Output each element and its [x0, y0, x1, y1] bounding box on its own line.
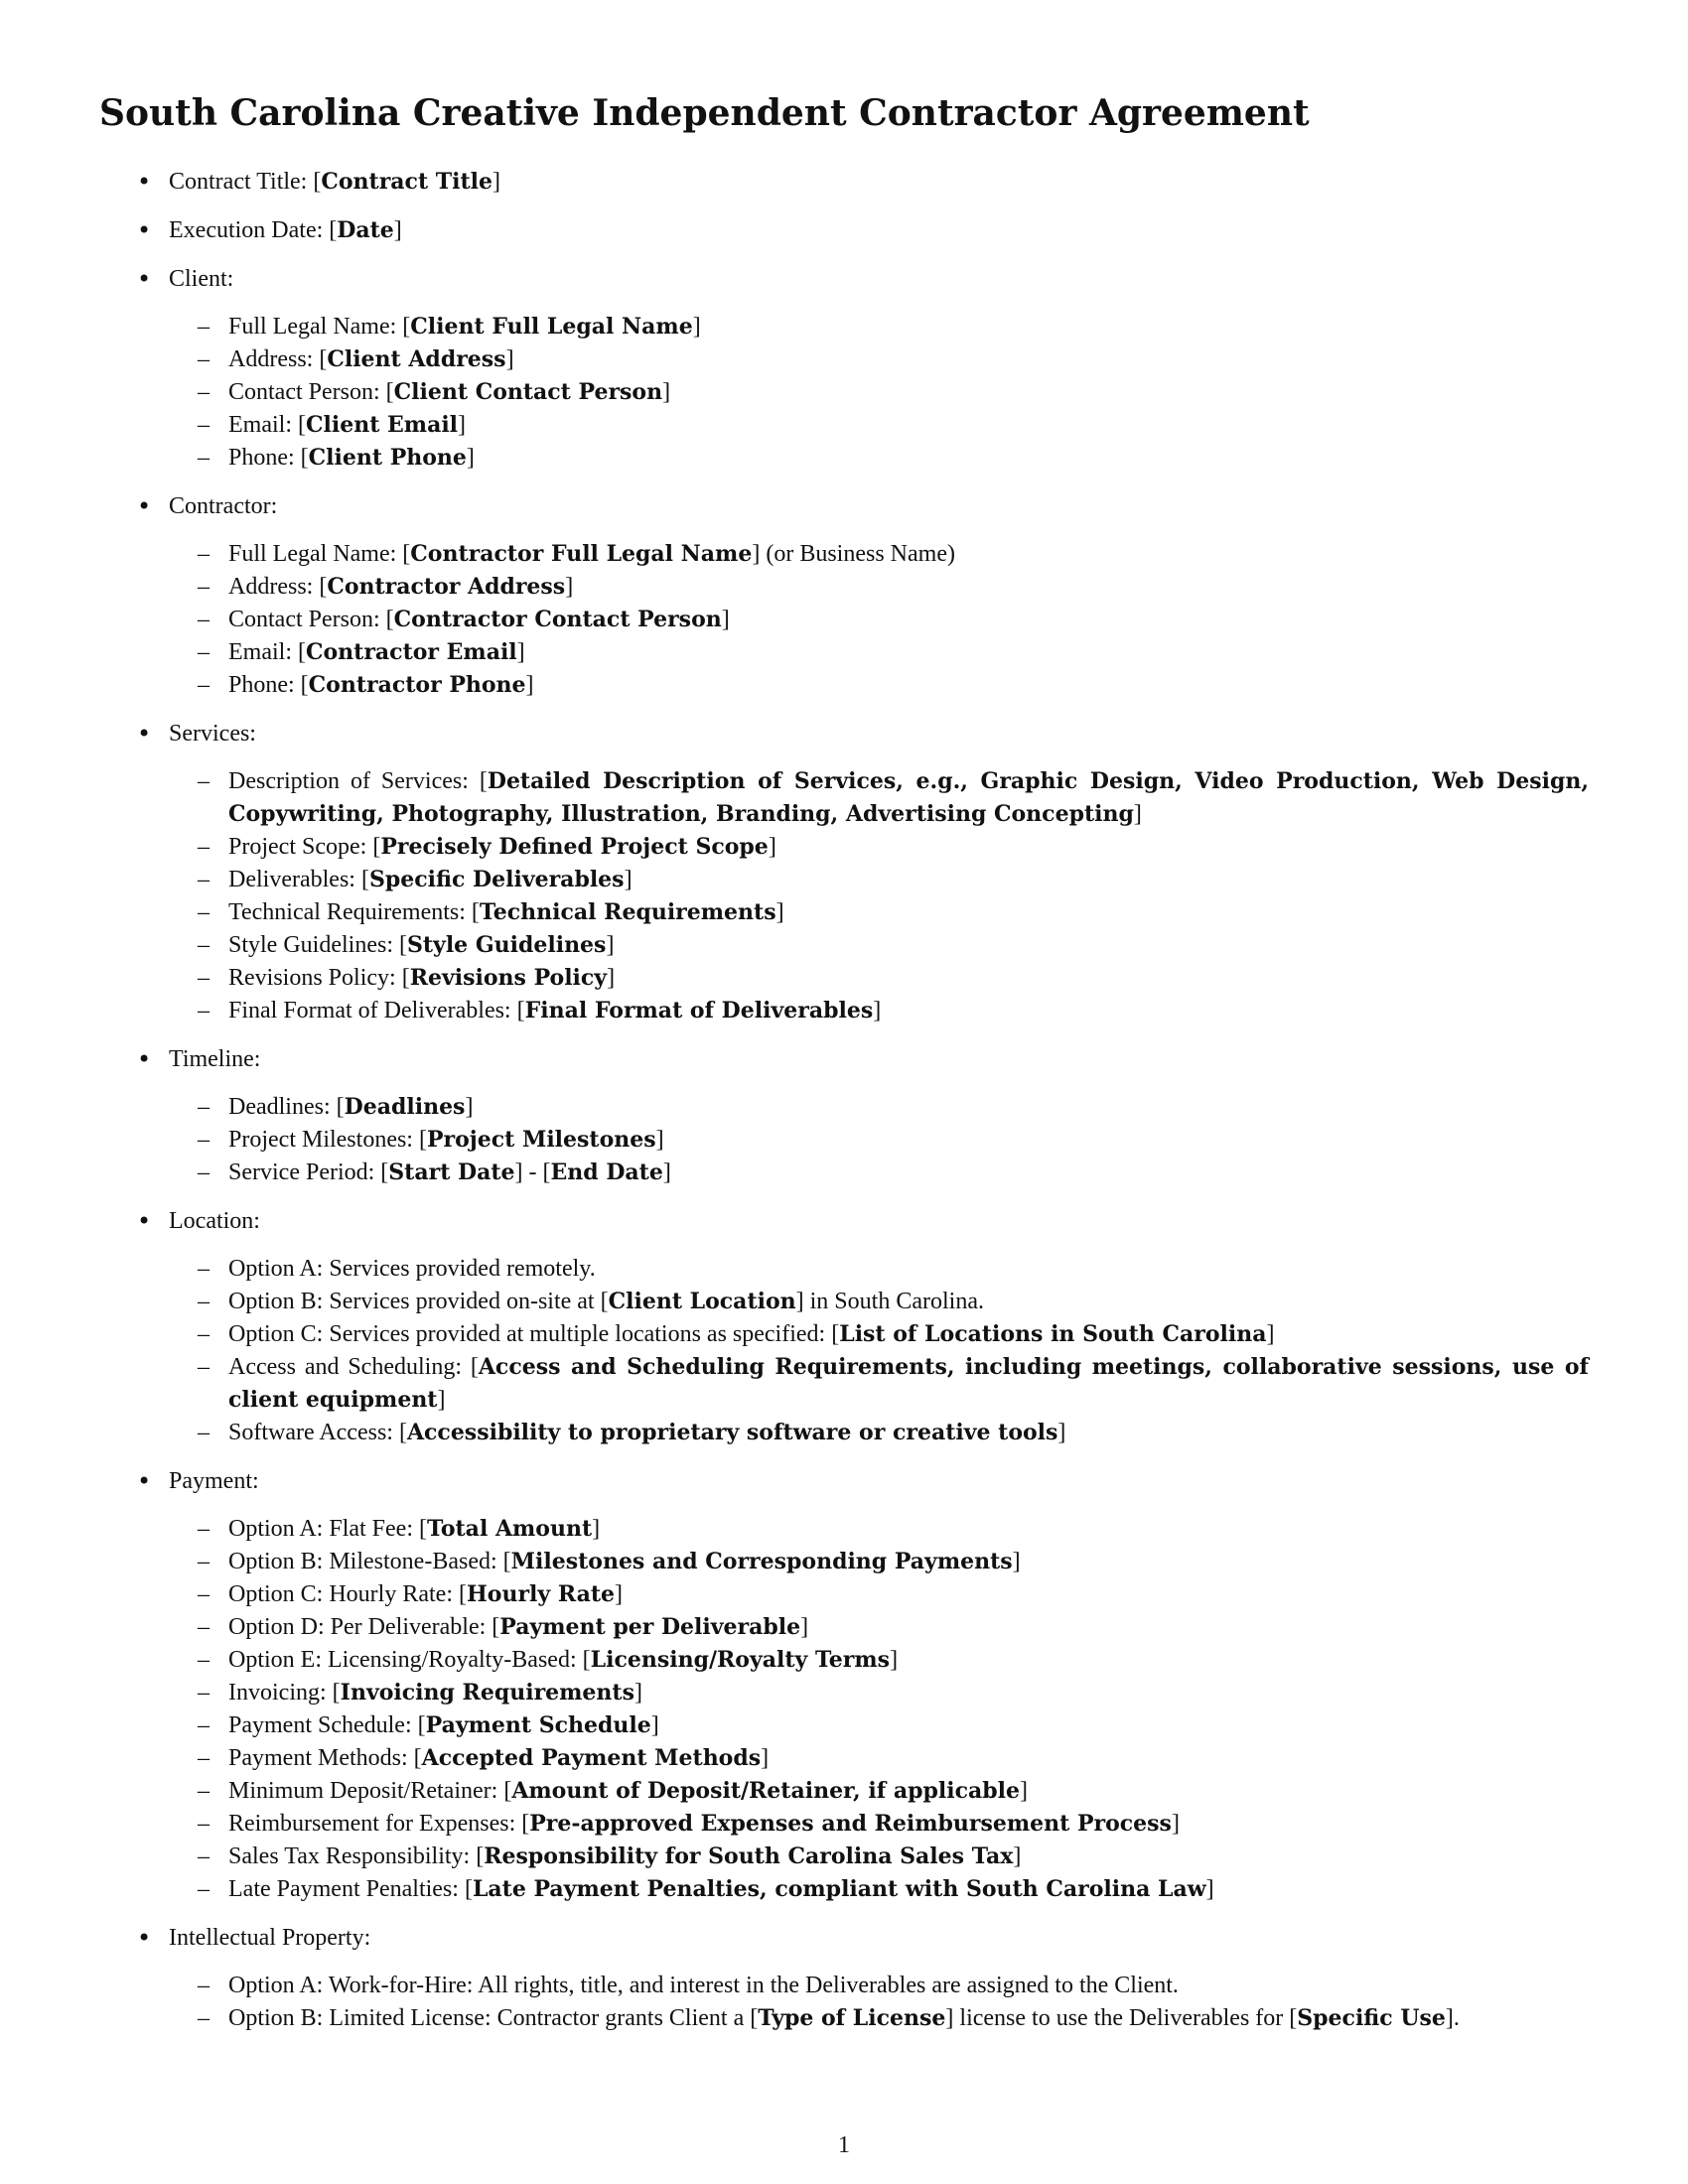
- subitem: – Access and Scheduling: [Access and Scheduling Requirements, including meetings, collaborative sessions, use of client equipment]: [169, 1351, 1589, 1417]
- placeholder-field: Contract Title: [321, 169, 493, 195]
- subitem-text: Email:: [228, 639, 298, 665]
- subitem-text: Option A: Work-for-Hire: All rights, title, and interest in the Deliverables are assigned to the Client.: [228, 1973, 1179, 1998]
- subitem-text: (or Business Name): [760, 541, 955, 567]
- subitem-text: Late Payment Penalties:: [228, 1876, 465, 1902]
- placeholder-field: Client Email: [305, 412, 459, 438]
- section-heading: [169, 1204, 1589, 1238]
- subitem-text: Service Period:: [228, 1160, 381, 1185]
- subitem: – Full Legal Name: [Client Full Legal Name]: [169, 311, 1589, 343]
- section-heading: [169, 1464, 1589, 1498]
- section-item: [99, 1204, 1589, 1449]
- subitem-text: Reimbursement for Expenses:: [228, 1811, 522, 1837]
- subitem: – Sales Tax Responsibility: [Responsibility for South Carolina Sales Tax]: [169, 1841, 1589, 1873]
- section-heading: • Execution Date: [Date]: [169, 217, 402, 243]
- subitem: – Invoicing: [Invoicing Requirements]: [169, 1677, 1589, 1709]
- subitem-text: Full Legal Name:: [228, 541, 403, 567]
- subitem: – Deadlines: [Deadlines]: [169, 1091, 1589, 1124]
- placeholder-field: Amount of Deposit/Retainer, if applicable: [511, 1778, 1020, 1804]
- subitem: – Software Access: [Accessibility to proprietary software or creative tools]: [169, 1417, 1589, 1449]
- subitem: – Project Scope: [Precisely Defined Project Scope]: [169, 831, 1589, 864]
- section-heading: [169, 1042, 1589, 1076]
- subitem-text: Project Scope:: [228, 834, 373, 860]
- subitem-list: [169, 1513, 1589, 1906]
- section-item: [99, 213, 1589, 247]
- section-item: [99, 1464, 1589, 1906]
- section-label: Client:: [169, 266, 234, 292]
- section-item: [99, 489, 1589, 702]
- subitem-text: Option B: Limited License: Contractor grants Client a: [228, 2005, 751, 2031]
- subitem-list: [169, 1970, 1589, 2035]
- subitem-text: Address:: [228, 574, 320, 600]
- subitem-text: Option E: Licensing/Royalty-Based:: [228, 1647, 583, 1673]
- placeholder-field: Client Address: [327, 346, 506, 372]
- subitem-list: [169, 765, 1589, 1027]
- subitem-text: Minimum Deposit/Retainer:: [228, 1778, 504, 1804]
- subitem-text: Technical Requirements:: [228, 899, 472, 925]
- subitem: – Service Period: [Start Date] - [End Date]: [169, 1157, 1589, 1189]
- section-label: Timeline:: [169, 1046, 261, 1072]
- section-list: [99, 165, 1589, 2035]
- section-label: Intellectual Property:: [169, 1925, 371, 1951]
- placeholder-field: Accepted Payment Methods: [421, 1745, 762, 1771]
- subitem: – Final Format of Deliverables: [Final Format of Deliverables]: [169, 995, 1589, 1027]
- placeholder-field: Accessibility to proprietary software or creative tools: [406, 1420, 1058, 1445]
- subitem-text: Option A: Flat Fee:: [228, 1516, 419, 1542]
- subitem-text: Option B: Services provided on-site at: [228, 1289, 601, 1314]
- subitem: – Address: [Client Address]: [169, 343, 1589, 376]
- subitem-text: Description of Services:: [228, 768, 480, 794]
- subitem: [169, 1970, 1589, 2002]
- section-label: Payment:: [169, 1468, 259, 1494]
- subitem-text: Payment Schedule:: [228, 1712, 418, 1738]
- section-label: Services:: [169, 721, 256, 747]
- subitem: – Deliverables: [Specific Deliverables]: [169, 864, 1589, 896]
- placeholder-field: Technical Requirements: [479, 899, 776, 925]
- placeholder-field: List of Locations in South Carolina: [839, 1321, 1267, 1347]
- placeholder-field: Specific Use: [1297, 2005, 1446, 2031]
- section-label: Location:: [169, 1208, 260, 1234]
- placeholder-field: Client Location: [608, 1289, 796, 1314]
- placeholder-field: Deadlines: [344, 1094, 466, 1120]
- subitem-text: -: [522, 1160, 543, 1185]
- placeholder-field: Late Payment Penalties, compliant with South Carolina Law: [472, 1876, 1206, 1902]
- subitem-text: Revisions Policy:: [228, 965, 402, 991]
- section-label: Contract Title:: [169, 169, 308, 195]
- subitem: – Contact Person: [Contractor Contact Person]: [169, 604, 1589, 636]
- subitem: – Option E: Licensing/Royalty-Based: [Licensing/Royalty Terms]: [169, 1644, 1589, 1677]
- subitem-text: Deadlines:: [228, 1094, 337, 1120]
- placeholder-field: Hourly Rate: [466, 1581, 616, 1607]
- section-heading: [169, 1921, 1589, 1955]
- subitem: – Minimum Deposit/Retainer: [Amount of Deposit/Retainer, if applicable]: [169, 1775, 1589, 1808]
- placeholder-field: Detailed Description of Services, e.g., Graphic Design, Video Production, Web Design, Copywriting, Photography, Illustration, Branding, Advertising Concepting: [228, 768, 1589, 827]
- section-item: [99, 1921, 1589, 2035]
- subitem-list: [169, 1253, 1589, 1449]
- subitem: – Payment Schedule: [Payment Schedule]: [169, 1709, 1589, 1742]
- section-item: [99, 1042, 1589, 1189]
- subitem-text: Contact Person:: [228, 379, 386, 405]
- subitem: – Phone: [Client Phone]: [169, 442, 1589, 475]
- subitem: – Style Guidelines: [Style Guidelines]: [169, 929, 1589, 962]
- section-label: Contractor:: [169, 493, 278, 519]
- subitem: – Revisions Policy: [Revisions Policy]: [169, 962, 1589, 995]
- placeholder-field: Start Date: [388, 1160, 515, 1185]
- subitem: – Phone: [Contractor Phone]: [169, 669, 1589, 702]
- placeholder-field: Client Phone: [308, 445, 467, 471]
- subitem: – Email: [Contractor Email]: [169, 636, 1589, 669]
- placeholder-field: End Date: [550, 1160, 663, 1185]
- placeholder-field: Contractor Address: [327, 574, 566, 600]
- placeholder-field: Total Amount: [427, 1516, 593, 1542]
- subitem: – Option D: Per Deliverable: [Payment per Deliverable]: [169, 1611, 1589, 1644]
- section-item: [99, 262, 1589, 475]
- subitem-text: Email:: [228, 412, 298, 438]
- placeholder-field: Specific Deliverables: [368, 867, 625, 892]
- subitem: – Email: [Client Email]: [169, 409, 1589, 442]
- subitem-text: Address:: [228, 346, 320, 372]
- placeholder-field: Contractor Full Legal Name: [410, 541, 753, 567]
- subitem: – Option C: Hourly Rate: [Hourly Rate]: [169, 1578, 1589, 1611]
- subitem: – Option B: Milestone-Based: [Milestones and Corresponding Payments]: [169, 1546, 1589, 1578]
- subitem-list: [169, 538, 1589, 702]
- section-item: [99, 717, 1589, 1027]
- subitem-text: Option D: Per Deliverable:: [228, 1614, 492, 1640]
- section-heading: [169, 262, 1589, 296]
- placeholder-field: Project Milestones: [426, 1127, 656, 1153]
- placeholder-field: Access and Scheduling Requirements, including meetings, collaborative sessions, use of client equipment: [228, 1354, 1590, 1413]
- subitem: – Payment Methods: [Accepted Payment Methods]: [169, 1742, 1589, 1775]
- document-page: [99, 87, 1589, 2050]
- subitem-text: Phone:: [228, 672, 301, 698]
- placeholder-field: Contractor Email: [305, 639, 517, 665]
- subitem: – Option B: Services provided on-site at [Client Location] in South Carolina.: [169, 1286, 1589, 1318]
- document-title: South Carolina Creative Independent Contractor Agreement: [99, 92, 1310, 134]
- placeholder-field: Contractor Contact Person: [393, 607, 722, 632]
- subitem-text: license to use the Deliverables for: [953, 2005, 1290, 2031]
- placeholder-field: Responsibility for South Carolina Sales Tax: [484, 1843, 1014, 1869]
- placeholder-field: Final Format of Deliverables: [524, 998, 874, 1024]
- subitem-text: Full Legal Name:: [228, 314, 403, 340]
- subitem-text: Access and Scheduling:: [228, 1354, 471, 1380]
- subitem: – Reimbursement for Expenses: [Pre-approved Expenses and Reimbursement Process]: [169, 1808, 1589, 1841]
- placeholder-field: Date: [337, 217, 394, 243]
- placeholder-field: Contractor Phone: [308, 672, 526, 698]
- subitem-text: Deliverables:: [228, 867, 361, 892]
- subitem-text: in South Carolina.: [803, 1289, 984, 1314]
- placeholder-field: Client Contact Person: [393, 379, 663, 405]
- subitem: – Description of Services: [Detailed Description of Services, e.g., Graphic Design, Video Production, Web Design, Copywriting, Photography, Illustration, Branding, Advertising Concepting]: [169, 765, 1589, 831]
- subitem: – Address: [Contractor Address]: [169, 571, 1589, 604]
- subitem-text: Contact Person:: [228, 607, 386, 632]
- subitem-text: Option B: Milestone-Based:: [228, 1549, 503, 1574]
- placeholder-field: Payment Schedule: [425, 1712, 651, 1738]
- placeholder-field: Precisely Defined Project Scope: [380, 834, 769, 860]
- section-item: [99, 165, 1589, 199]
- subitem-text: Project Milestones:: [228, 1127, 419, 1153]
- subitem-text: Invoicing:: [228, 1680, 333, 1706]
- subitem-text: Phone:: [228, 445, 301, 471]
- subitem: [169, 1253, 1589, 1286]
- placeholder-field: Milestones and Corresponding Payments: [510, 1549, 1013, 1574]
- subitem-text: Option C: Services provided at multiple locations as specified:: [228, 1321, 832, 1347]
- subitem-text: Payment Methods:: [228, 1745, 414, 1771]
- subitem: – Option C: Services provided at multiple locations as specified: [List of Locations in South Carolina]: [169, 1318, 1589, 1351]
- subitem-text: Sales Tax Responsibility:: [228, 1843, 477, 1869]
- subitem: – Contact Person: [Client Contact Person]: [169, 376, 1589, 409]
- section-label: Execution Date:: [169, 217, 324, 243]
- subitem-list: [169, 311, 1589, 475]
- placeholder-field: Revisions Policy: [409, 965, 608, 991]
- placeholder-field: Payment per Deliverable: [499, 1614, 801, 1640]
- subitem: – Project Milestones: [Project Milestones]: [169, 1124, 1589, 1157]
- placeholder-field: Licensing/Royalty Terms: [590, 1647, 891, 1673]
- placeholder-field: Client Full Legal Name: [410, 314, 693, 340]
- placeholder-field: Style Guidelines: [406, 932, 607, 958]
- subitem: – Full Legal Name: [Contractor Full Legal Name] (or Business Name): [169, 538, 1589, 571]
- subitem-text: .: [1453, 2005, 1460, 2031]
- subitem-text: Final Format of Deliverables:: [228, 998, 517, 1024]
- page-number: 1: [838, 2132, 850, 2158]
- subitem: – Option A: Flat Fee: [Total Amount]: [169, 1513, 1589, 1546]
- subitem-list: [169, 1091, 1589, 1189]
- subitem: – Late Payment Penalties: [Late Payment Penalties, compliant with South Carolina Law]: [169, 1873, 1589, 1906]
- subitem-text: Style Guidelines:: [228, 932, 399, 958]
- subitem: – Option B: Limited License: Contractor grants Client a [Type of License] license to use the Deliverables for [Specific Use].: [169, 2002, 1589, 2035]
- section-heading: [169, 717, 1589, 751]
- subitem-text: Option A: Services provided remotely.: [228, 1256, 596, 1282]
- placeholder-field: Invoicing Requirements: [340, 1680, 634, 1706]
- section-heading: • Contract Title: [Contract Title]: [169, 169, 501, 195]
- placeholder-field: Type of License: [758, 2005, 946, 2031]
- section-heading: [169, 489, 1589, 523]
- subitem-text: Software Access:: [228, 1420, 399, 1445]
- placeholder-field: Pre-approved Expenses and Reimbursement Process: [529, 1811, 1172, 1837]
- subitem: – Technical Requirements: [Technical Requirements]: [169, 896, 1589, 929]
- subitem-text: Option C: Hourly Rate:: [228, 1581, 459, 1607]
